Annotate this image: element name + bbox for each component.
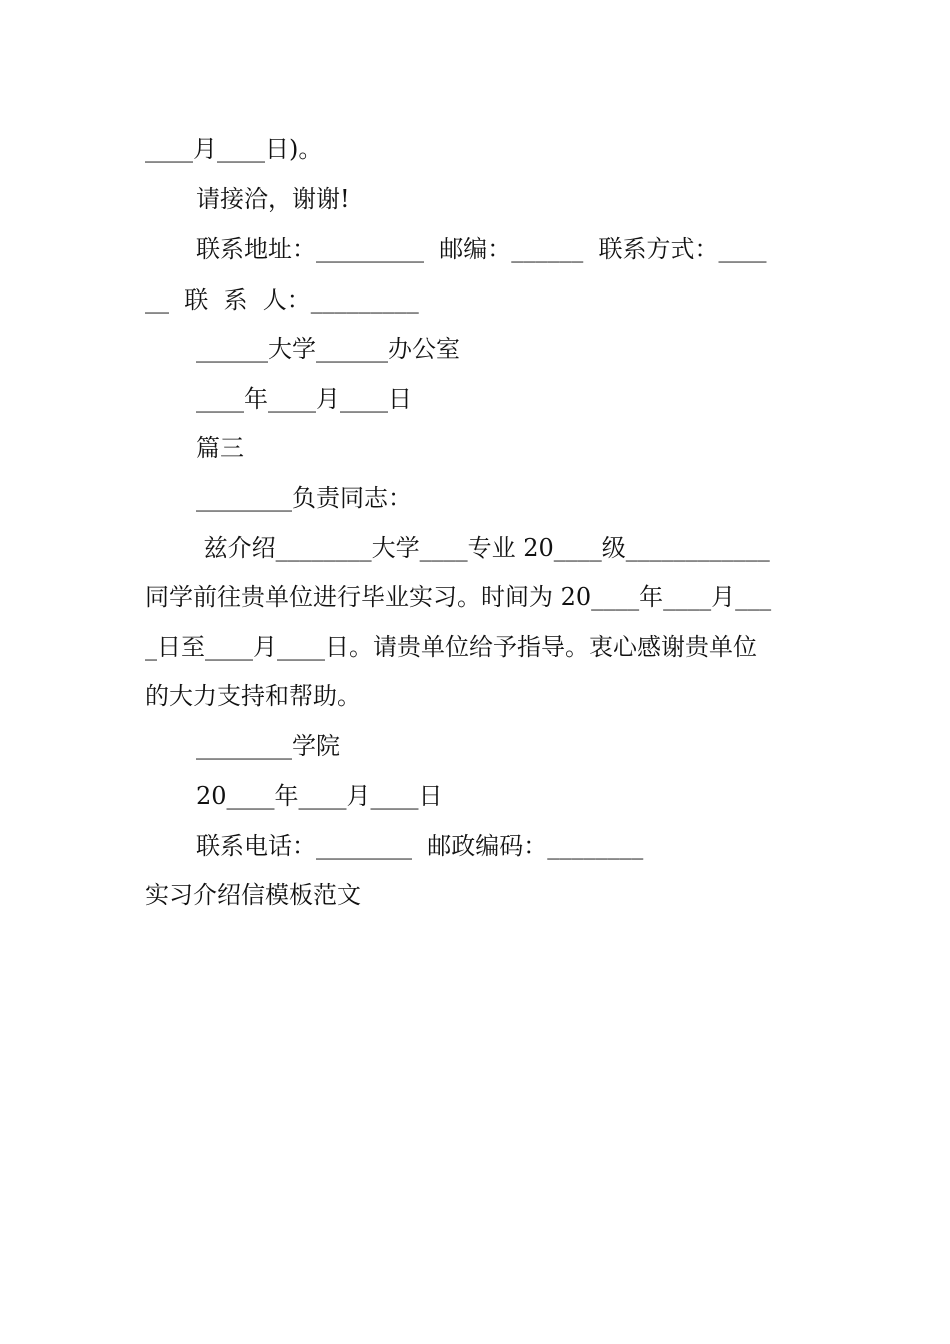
body-line-3: _日至____月____日。请贵单位给予指导。衷心感谢贵单位	[145, 633, 757, 661]
body-line-4: 的大力支持和帮助。	[145, 682, 361, 710]
next-title: 实习介绍信模板范文	[145, 881, 361, 909]
body-line-1: 兹介绍________大学____专业 20____级____________	[196, 534, 770, 562]
section-heading: 篇三	[196, 434, 244, 462]
contact-address-line: 联系地址：_________ 邮编：______ 联系方式：____	[196, 235, 767, 263]
issue-date: ____年____月____日	[196, 385, 412, 413]
closing-thanks: 请接洽，谢谢!	[196, 185, 350, 213]
college-signature: ________学院	[196, 732, 340, 760]
contact-person-line: __ 联 系 人：_________	[145, 286, 419, 314]
issuer-office: ______大学______办公室	[196, 335, 460, 363]
salutation: ________负责同志：	[196, 484, 412, 512]
signature-date: 20____年____月____日	[196, 782, 443, 810]
body-line-2: 同学前往贵单位进行毕业实习。时间为 20____年____月___	[145, 583, 772, 611]
date-line-end: ____月____日)。	[145, 135, 323, 163]
contact-phone-line: 联系电话：________ 邮政编码：________	[196, 832, 644, 860]
